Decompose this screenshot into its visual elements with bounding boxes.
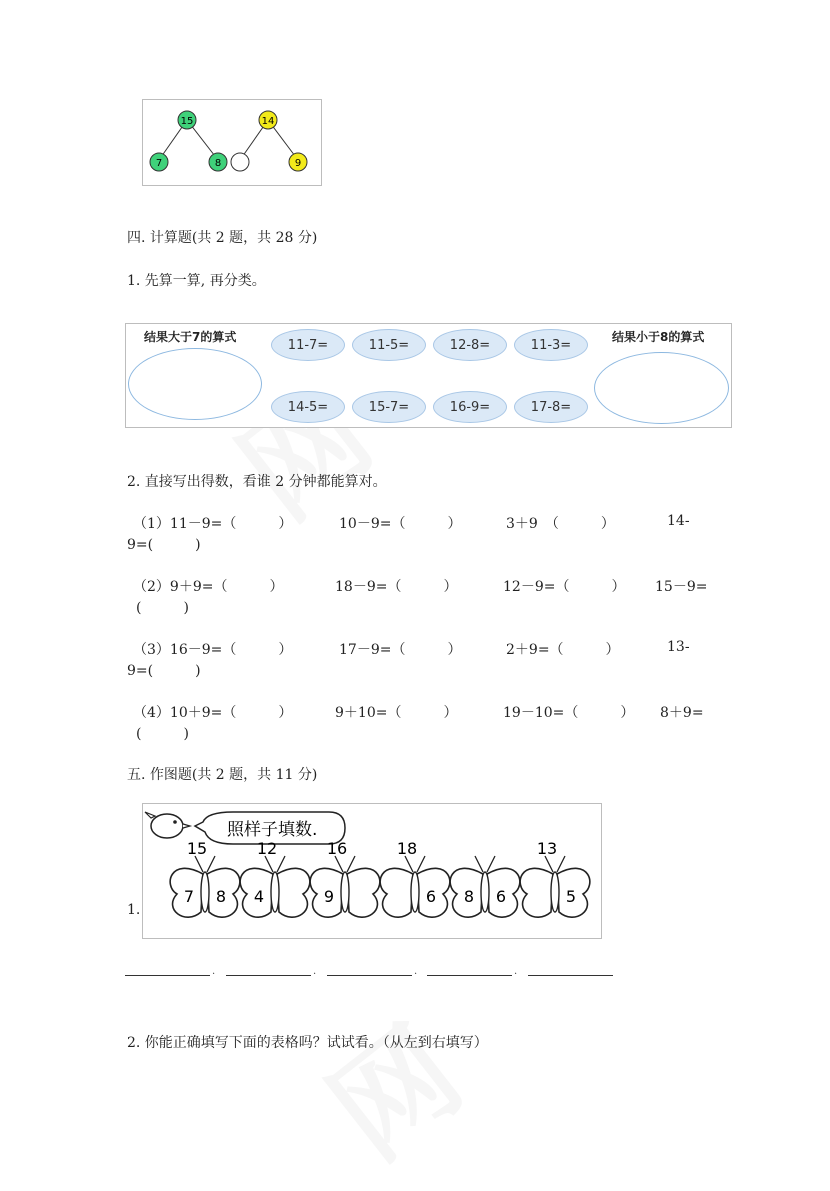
arithmetic-item: 10－9=（ ） — [339, 516, 462, 532]
butterfly-figure — [142, 803, 602, 939]
arithmetic-item-wrap: 9=( ) — [127, 663, 201, 679]
butterfly-left-wing: 8 — [463, 887, 475, 906]
number-tree-figure — [142, 99, 322, 186]
answer-separator: . — [313, 966, 317, 977]
answer-separator: . — [212, 966, 216, 977]
tree-node-empty — [231, 153, 249, 171]
section-4-heading: 四. 计算题(共 2 题，共 28 分) — [127, 230, 318, 246]
expression-oval[interactable]: 17-8= — [514, 391, 588, 423]
tree-node-value: 9 — [294, 158, 302, 169]
arithmetic-item: 13- — [667, 639, 690, 655]
butterfly-icon — [380, 856, 450, 917]
butterfly-left-wing: 4 — [253, 887, 265, 906]
label-less-than-8: 结果小于8的算式 — [612, 330, 705, 344]
butterfly-right-wing: 5 — [565, 887, 577, 906]
classification-figure — [125, 323, 732, 428]
answer-oval-right[interactable] — [594, 352, 729, 424]
question-5-1-number: 1. — [127, 902, 141, 918]
answer-line[interactable] — [226, 975, 311, 976]
butterfly-right-wing: 6 — [495, 887, 507, 906]
arithmetic-item-wrap: ( ) — [136, 726, 189, 742]
tree-node-value: 14 — [261, 116, 275, 127]
question-4-2-title: 2. 直接写出得数，看谁 2 分钟都能算对。 — [127, 474, 387, 490]
expression-oval[interactable]: 11-3= — [514, 329, 588, 361]
butterfly-icon — [450, 856, 520, 917]
butterfly-sum: 12 — [256, 839, 278, 858]
section-5-heading: 五. 作图题(共 2 题，共 11 分) — [127, 767, 318, 783]
tree-node-value: 15 — [180, 116, 194, 127]
watermark — [290, 981, 490, 1190]
number-tree-diagram — [143, 100, 321, 185]
arithmetic-item: 18－9=（ ） — [335, 579, 458, 595]
expression-oval[interactable]: 14-5= — [271, 391, 345, 423]
question-5-2-title: 2. 你能正确填写下面的表格吗？试试看。（从左到右填写） — [127, 1035, 488, 1051]
butterfly-right-wing: 6 — [425, 887, 437, 906]
butterfly-left-wing: 7 — [183, 887, 195, 906]
expression-oval[interactable]: 15-7= — [352, 391, 426, 423]
arithmetic-item-wrap: ( ) — [136, 600, 189, 616]
expression-oval[interactable]: 12-8= — [433, 329, 507, 361]
question-4-1-title: 1. 先算一算, 再分类。 — [127, 273, 266, 289]
arithmetic-item: 19－10=（ ） — [503, 705, 635, 721]
answer-oval-left[interactable] — [128, 348, 262, 420]
butterflies — [143, 804, 601, 942]
answer-line[interactable] — [327, 975, 412, 976]
answer-separator: . — [414, 966, 418, 977]
expression-oval[interactable]: 11-7= — [271, 329, 345, 361]
butterfly-sum: 16 — [326, 839, 348, 858]
butterfly-sum: 13 — [536, 839, 558, 858]
arithmetic-item: 15－9= — [655, 579, 708, 595]
arithmetic-item: 17－9=（ ） — [339, 642, 462, 658]
expression-oval[interactable]: 11-5= — [352, 329, 426, 361]
butterfly-icon — [240, 856, 310, 917]
butterfly-icon — [310, 856, 380, 917]
tree-node-value: 7 — [155, 158, 163, 169]
arithmetic-item: 8＋9= — [660, 705, 704, 721]
arithmetic-item: （2）9＋9=（ ） — [133, 579, 284, 595]
arithmetic-item: 3＋9 （ ） — [506, 516, 615, 532]
butterfly-row — [143, 804, 601, 938]
butterfly-icon — [520, 856, 590, 917]
butterfly-sum: 15 — [186, 839, 208, 858]
arithmetic-item: 9＋10=（ ） — [335, 705, 458, 721]
answer-separator: . — [514, 966, 518, 977]
expression-oval[interactable]: 16-9= — [433, 391, 507, 423]
arithmetic-item-wrap: 9=( ) — [127, 537, 201, 553]
arithmetic-item: 2＋9=（ ） — [506, 642, 620, 658]
arithmetic-item: （4）10＋9=（ ） — [133, 705, 293, 721]
butterfly-left-wing: 9 — [323, 887, 335, 906]
butterfly-sum: 18 — [396, 839, 418, 858]
answer-line[interactable] — [427, 975, 512, 976]
answer-line[interactable] — [528, 975, 613, 976]
arithmetic-item: （1）11－9=（ ） — [133, 516, 293, 532]
arithmetic-item: （3）16－9=（ ） — [133, 642, 293, 658]
answer-line[interactable] — [125, 975, 210, 976]
label-greater-than-7: 结果大于7的算式 — [144, 330, 237, 344]
arithmetic-item: 14- — [667, 513, 690, 529]
butterfly-icon — [170, 856, 240, 917]
butterfly-right-wing: 8 — [215, 887, 227, 906]
bubble-text: 照样子填数. — [227, 820, 318, 840]
arithmetic-item: 12－9=（ ） — [503, 579, 626, 595]
tree-node-value: 8 — [214, 158, 222, 169]
